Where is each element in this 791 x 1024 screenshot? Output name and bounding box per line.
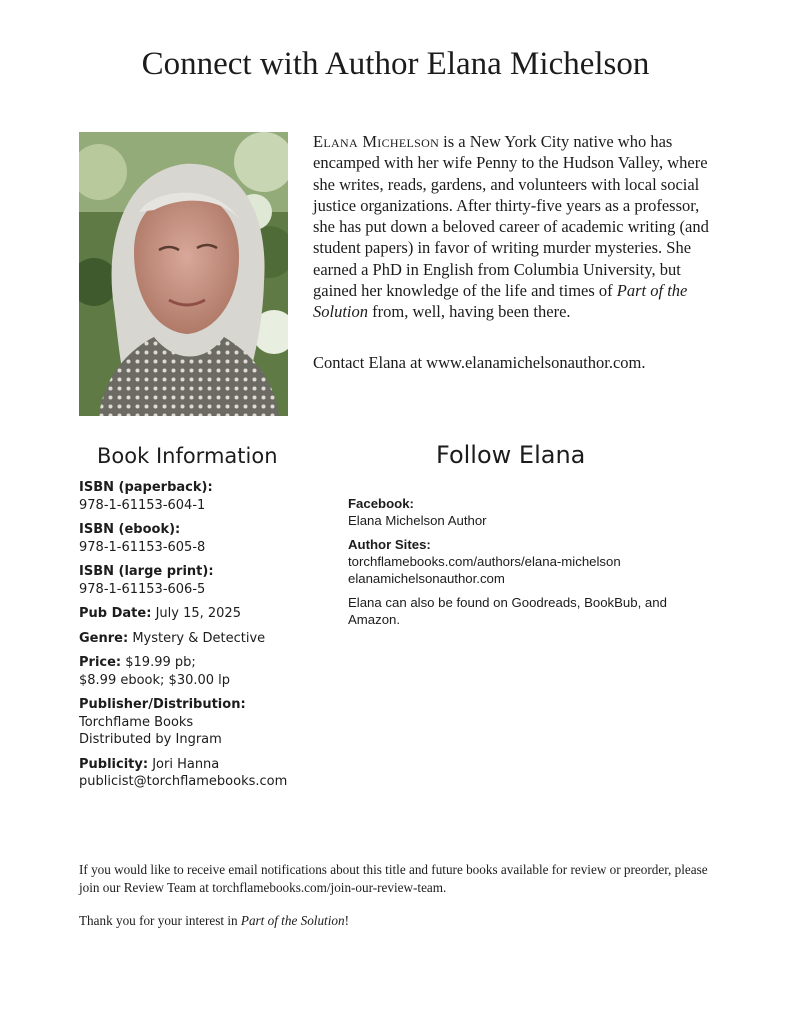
price-label: Price: — [79, 655, 122, 670]
author-site-1: torchflamebooks.com/authors/elana-michelson — [348, 554, 621, 569]
author-sites-label: Author Sites: — [348, 537, 431, 552]
publicity-email: publicist@torchflamebooks.com — [79, 774, 288, 789]
bio-text: is a New York City native who has encamped with her wife Penny to the Hudson Valley, where she writes, reads, gardens, and volunteers with local social justice organizations. After thirty-five years as a professor, she has put down a beloved career of academic writing (and student papers) in favor of writing murder mysteries. She earned a PhD in English from Columbia University, but gained her knowledge of the life and times of — [313, 132, 709, 301]
pub-date-label: Pub Date: — [79, 606, 152, 621]
thanks-line — [79, 912, 729, 930]
review-team-note: If you would like to receive email notifications about this title and future books available for review or preorder, please join our Review Team at torchflamebooks.com/join-our-review-team. — [79, 862, 708, 895]
author-photo — [79, 132, 288, 416]
book-info — [79, 479, 339, 798]
author-sites — [348, 536, 688, 587]
follow-info — [348, 495, 688, 635]
isbn-large-print — [79, 563, 339, 598]
isbn-ebook-value: 978-1-61153-605-8 — [79, 539, 206, 555]
follow-heading: Follow Elana — [436, 441, 586, 469]
pub-date — [79, 605, 339, 623]
isbn-ebook — [79, 521, 339, 556]
publisher — [79, 696, 339, 749]
publicity-name: Jori Hanna — [152, 756, 220, 772]
contact-line: Contact Elana at www.elanamichelsonauthor.com. — [313, 353, 646, 372]
facebook-value: Elana Michelson Author — [348, 513, 487, 528]
facebook — [348, 495, 688, 529]
publicity — [79, 756, 339, 791]
pub-date-value: July 15, 2025 — [155, 606, 241, 621]
other-platforms: Elana can also be found on Goodreads, BookBub, and Amazon. — [348, 595, 667, 627]
thanks-book-title: Part of the Solution — [240, 913, 345, 928]
author-bio — [313, 131, 713, 323]
publisher-value: Torchflame Books — [79, 714, 194, 730]
distributor-value: Distributed by Ingram — [79, 732, 222, 747]
isbn-large-label: ISBN (large print): — [79, 564, 214, 579]
publisher-label: Publisher/Distribution: — [79, 697, 246, 712]
isbn-paperback-label: ISBN (paperback): — [79, 480, 213, 495]
author-name: Elana Michelson — [313, 132, 440, 151]
book-info-heading: Book Information — [97, 444, 278, 468]
bio-text-end: from, well, having been there. — [368, 302, 571, 322]
isbn-large-value: 978-1-61153-606-5 — [79, 581, 206, 597]
thanks-end: ! — [344, 913, 349, 928]
price-line2: $8.99 ebook; $30.00 lp — [79, 672, 231, 688]
author-site-2: elanamichelsonauthor.com — [348, 571, 505, 586]
thanks-text: Thank you for your interest in — [79, 913, 241, 928]
genre-label: Genre: — [79, 630, 129, 646]
price — [79, 654, 339, 689]
isbn-paperback-value: 978-1-61153-604-1 — [79, 497, 206, 513]
publicity-label: Publicity: — [79, 756, 149, 772]
genre-value: Mystery & Detective — [132, 630, 266, 646]
price-line1: $19.99 pb; — [125, 655, 196, 670]
isbn-ebook-label: ISBN (ebook): — [79, 522, 181, 537]
page-title: Connect with Author Elana Michelson — [141, 46, 650, 82]
isbn-paperback — [79, 479, 339, 514]
genre — [79, 630, 339, 648]
facebook-label: Facebook: — [348, 496, 414, 511]
book-title-italic: Part of the Solution — [313, 281, 688, 322]
